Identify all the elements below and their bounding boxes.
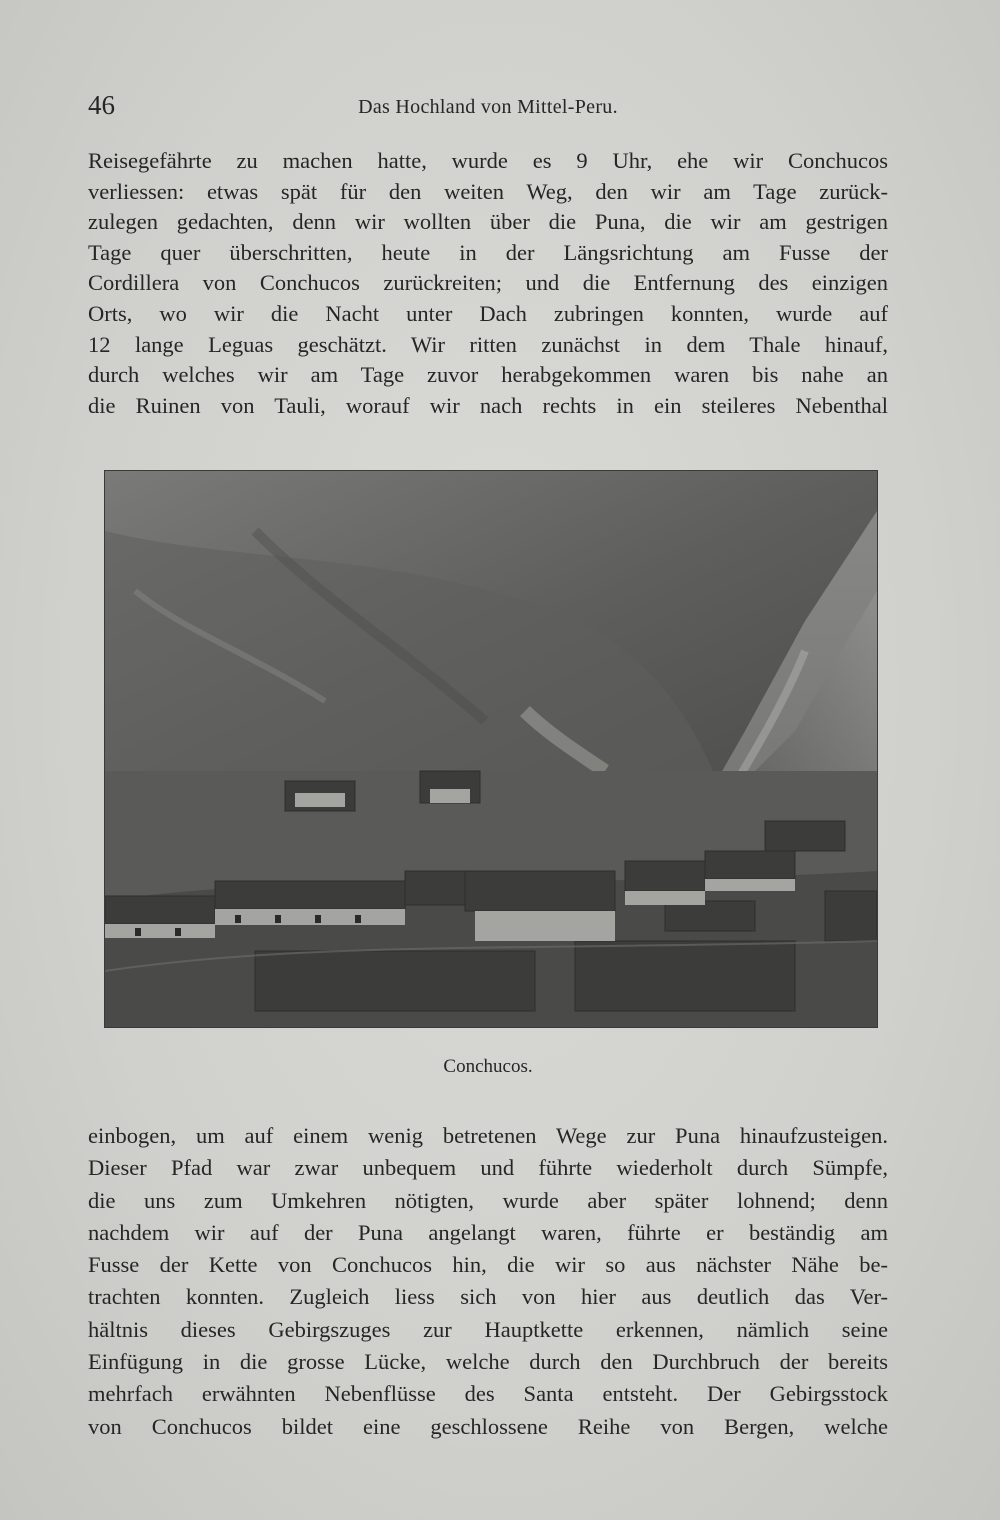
text-line: die Ruinen von Tauli, worauf wir nach rechts in ein steileres Nebenthal: [88, 392, 888, 418]
text-line: Orts, wo wir die Nacht unter Dach zubringen konnten, wurde auf: [88, 300, 888, 326]
paragraph-bottom: [88, 1120, 888, 1443]
text-line: 12 lange Leguas geschätzt. Wir ritten zunächst in dem Thale hinauf,: [88, 331, 888, 357]
text-line: Einfügung in die grosse Lücke, welche durch den Durchbruch der bereits: [88, 1349, 888, 1375]
text-line: mehrfach erwähnten Nebenflüsse des Santa entsteht. Der Gebirgsstock: [88, 1381, 888, 1407]
paragraph-top: [88, 146, 888, 421]
page-header: [88, 90, 888, 124]
text-line: hältnis dieses Gebirgszuges zur Hauptkette erkennen, nämlich seine: [88, 1316, 888, 1342]
text-line: Dieser Pfad war zwar unbequem und führte wiederholt durch Sümpfe,: [88, 1155, 888, 1181]
text-line: von Conchucos bildet eine geschlossene Reihe von Bergen, welche: [88, 1413, 888, 1439]
text-line: Fusse der Kette von Conchucos hin, die wir so aus nächster Nähe be-: [88, 1252, 888, 1278]
village-photo-illustration: [105, 471, 877, 1027]
text-line: Reisegefährte zu machen hatte, wurde es 9 Uhr, ehe wir Conchucos: [88, 148, 888, 173]
text-line: einbogen, um auf einem wenig betretenen Wege zur Puna hinaufzusteigen.: [88, 1123, 888, 1148]
running-head: Das Hochland von Mittel-Peru.: [358, 96, 618, 118]
text-line: zulegen gedachten, denn wir wollten über die Puna, die wir am gestrigen: [88, 209, 888, 235]
text-line: die uns zum Umkehren nötigten, wurde aber später lohnend; denn: [88, 1187, 888, 1213]
page-number: 46: [88, 90, 115, 120]
text-line: Cordillera von Conchucos zurückreiten; und die Entfernung des einzigen: [88, 270, 888, 296]
text-line: Tage quer überschritten, heute in der Längsrichtung am Fusse der: [88, 239, 888, 265]
text-line: trachten konnten. Zugleich liess sich von hier aus deutlich das Ver-: [88, 1284, 888, 1310]
text-line: durch welches wir am Tage zuvor herabgekommen waren bis nahe an: [88, 362, 888, 388]
photo-conchucos-village: [104, 470, 878, 1028]
text-line: verliessen: etwas spät für den weiten Weg, den wir am Tage zurück-: [88, 178, 888, 204]
text-line: nachdem wir auf der Puna angelangt waren, führte er beständig am: [88, 1219, 888, 1245]
figure-caption: Conchucos.: [443, 1056, 533, 1077]
